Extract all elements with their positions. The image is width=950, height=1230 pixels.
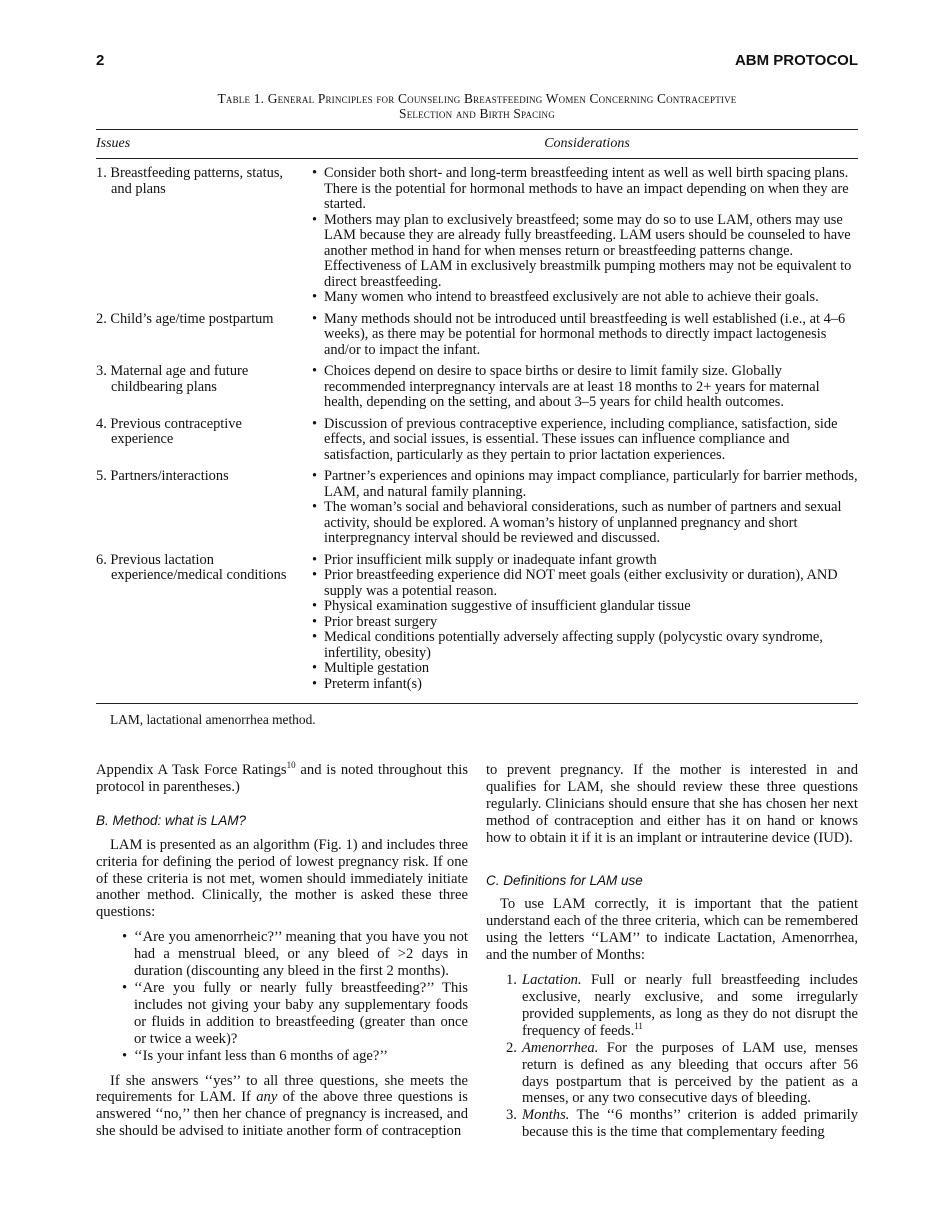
column-header-considerations: Considerations: [544, 136, 630, 151]
definition-item: [506, 972, 858, 1040]
paragraph: to prevent pregnancy. If the mother is interested in and qualifies for LAM, she should review these three questions regularly. Clinicians should ensure that she has chosen her next method of contraception and either has it on hand or knows how to obtain it if it is an implant or intrauterine device (IUD).: [486, 762, 858, 846]
considerations-cell: [300, 312, 858, 359]
consideration-item: • Mothers may plan to exclusively breastfeed; some may do so to use LAM, others may use LAM because they are already fully breastfeeding. LAM users should be counseled to have another method in hand for when menses return or breastfeeding patterns change. Effectiveness of LAM in exclusively breastmilk pumping mothers may not be equivalent to direct breastfeeding.: [312, 213, 858, 291]
right-column: [486, 762, 858, 1141]
consideration-item: • Partner’s experiences and opinions may impact compliance, particularly for barrier methods, LAM, and natural family planning.: [312, 469, 858, 500]
issue-cell: 2. Child’s age/time postpartum: [96, 310, 274, 327]
questions-list: [96, 929, 468, 1064]
left-column: [96, 762, 468, 1141]
table-caption: [96, 91, 858, 121]
considerations-cell: [300, 364, 858, 411]
page-number: 2: [96, 52, 105, 69]
table-row: [96, 417, 858, 464]
considerations-cell: [300, 469, 858, 547]
table-row: [96, 364, 858, 411]
table-header: [96, 130, 858, 158]
considerations-cell: [300, 553, 858, 693]
definition-number: 1.: [506, 972, 517, 989]
considerations-cell: [300, 166, 858, 306]
question-item: • ‘‘Is your infant less than 6 months of age?’’: [122, 1048, 468, 1065]
consideration-item: • Multiple gestation: [312, 661, 858, 677]
table-row: [96, 553, 858, 693]
section-heading-b: B. Method: what is LAM?: [96, 812, 247, 828]
definition-term: Amenorrhea.: [522, 1039, 599, 1056]
paragraph: To use LAM correctly, it is important that the patient understand each of the three criteria, which can be remembered using the letters ‘‘LAM’’ to indicate Lactation, Amenorrhea, and the number of Months:: [486, 896, 858, 964]
consideration-item: • Medical conditions potentially adversely affecting supply (polycystic ovary syndrome, infertility, obesity): [312, 630, 858, 661]
consideration-item: • Prior breastfeeding experience did NOT meet goals (either exclusivity or duration), AND supply was a potential reason.: [312, 568, 858, 599]
table-bottom-rule: [96, 703, 858, 704]
column-header-issues: Issues: [96, 136, 131, 151]
paragraph: Appendix A Task Force Ratings$^{10}$ and is noted throughout this protocol in parentheses.): [96, 760, 468, 795]
question-item: • ‘‘Are you fully or nearly fully breastfeeding?’’ This includes not giving your baby any supplementary foods or fluids in addition to breastfeeding (greater than once or twice a week)?: [122, 980, 468, 1048]
consideration-item: • The woman’s social and behavioral considerations, such as number of partners and sexual activity, should be explored. A woman’s history of unplanned pregnancy and short interpregnancy interval should be reviewed and discussed.: [312, 500, 858, 547]
definition-number: 3.: [506, 1107, 517, 1124]
table-caption-line-2: Selection and Birth Spacing: [399, 106, 555, 121]
consideration-item: • Choices depend on desire to space births or desire to limit family size. Globally recommended interpregnancy intervals are at least 18 months to 2+ years for maternal health, depending on the setting, and about 3–5 years for child health outcomes.: [312, 364, 858, 411]
consideration-item: • Many methods should not be introduced until breastfeeding is well established (i.e., at 4–6 weeks), as there may be potential for hormonal methods to directly impact lactogenesis and/or to impact the infant.: [312, 312, 858, 359]
consideration-item: • Prior insufficient milk supply or inadequate infant growth: [312, 553, 858, 569]
consideration-item: • Many women who intend to breastfeed exclusively are not able to achieve their goals.: [312, 290, 858, 306]
table-body: [96, 159, 858, 703]
paragraph: LAM is presented as an algorithm (Fig. 1) and includes three criteria for defining the period of lowest pregnancy risk. If one of these criteria is not met, women should immediately initiate another method. Clinically, the mother is asked these three questions:: [96, 836, 468, 921]
journal-title: ABM PROTOCOL: [734, 52, 858, 69]
body-columns: [96, 762, 858, 1141]
citation-superscript: 11: [634, 1020, 643, 1031]
considerations-cell: [300, 417, 858, 464]
definition-item: [506, 1107, 858, 1141]
table-footnote: LAM, lactational amenorrhea method.: [110, 712, 316, 727]
definition-text: Amenorrhea. For the purposes of LAM use, menses return is defined as any bleeding that occurs after 56 days postpartum that is perceived by the patient as a menses, or any two consecutive days of bleeding.: [522, 1039, 858, 1107]
consideration-item: • Discussion of previous contraceptive experience, including compliance, satisfaction, side effects, and social issues, is essential. These issues can influence compliance and satisfaction, particularly as they pertain to prior lactation experiences.: [312, 417, 858, 464]
running-head: [96, 52, 858, 70]
consideration-item: • Consider both short- and long-term breastfeeding intent as well as well birth spacing plans. There is the potential for hormonal methods to have an impact depending on when they are started.: [312, 166, 858, 213]
definition-term: Lactation.: [522, 972, 582, 989]
consideration-item: • Prior breast surgery: [312, 615, 858, 631]
paragraph: If she answers ‘‘yes’’ to all three questions, she meets the requirements for LAM. If any of the above three questions is answered ‘‘no,’’ then her chance of pregnancy is increased, and she should be advised to initiate another form of contraception: [96, 1072, 468, 1140]
question-item: • ‘‘Are you amenorrheic?’’ meaning that you have you not had a menstrual bleed, or any bleed of >2 days in duration (discounting any bleed in the first 2 months).: [122, 929, 468, 980]
table-row: [96, 166, 858, 306]
table-row: [96, 469, 858, 547]
definition-item: [506, 1040, 858, 1108]
consideration-item: • Physical examination suggestive of insufficient glandular tissue: [312, 599, 858, 615]
table-caption-line-1: Table 1. General Principles for Counseling Breastfeeding Women Concerning Contraceptive: [217, 91, 737, 106]
page: [96, 52, 858, 728]
definitions-list: [486, 972, 858, 1141]
definition-text: Lactation. Full or nearly full breastfeeding includes exclusive, nearly exclusive, and some irregularly provided supplements, as long as they do not disrupt the frequency of feeds.$^{11}$: [522, 972, 858, 1039]
issue-cell: 3. Maternal age and future childbearing plans: [96, 363, 249, 395]
definition-text: Months. The ‘‘6 months’’ criterion is added primarily because this is the time that complementary feeding: [522, 1107, 858, 1141]
issue-cell: 4. Previous contraceptive experience: [96, 415, 242, 447]
definition-number: 2.: [506, 1039, 517, 1056]
citation-superscript: 10: [286, 760, 296, 771]
emphasis: any: [256, 1089, 278, 1106]
table-row: [96, 312, 858, 359]
definition-term: Months.: [522, 1107, 570, 1124]
section-heading-c: C. Definitions for LAM use: [486, 872, 643, 888]
consideration-item: • Preterm infant(s): [312, 677, 858, 693]
issue-cell: 6. Previous lactation experience/medical conditions: [96, 551, 287, 583]
issue-cell: 5. Partners/interactions: [96, 468, 229, 484]
issue-cell: 1. Breastfeeding patterns, status, and plans: [96, 165, 284, 197]
